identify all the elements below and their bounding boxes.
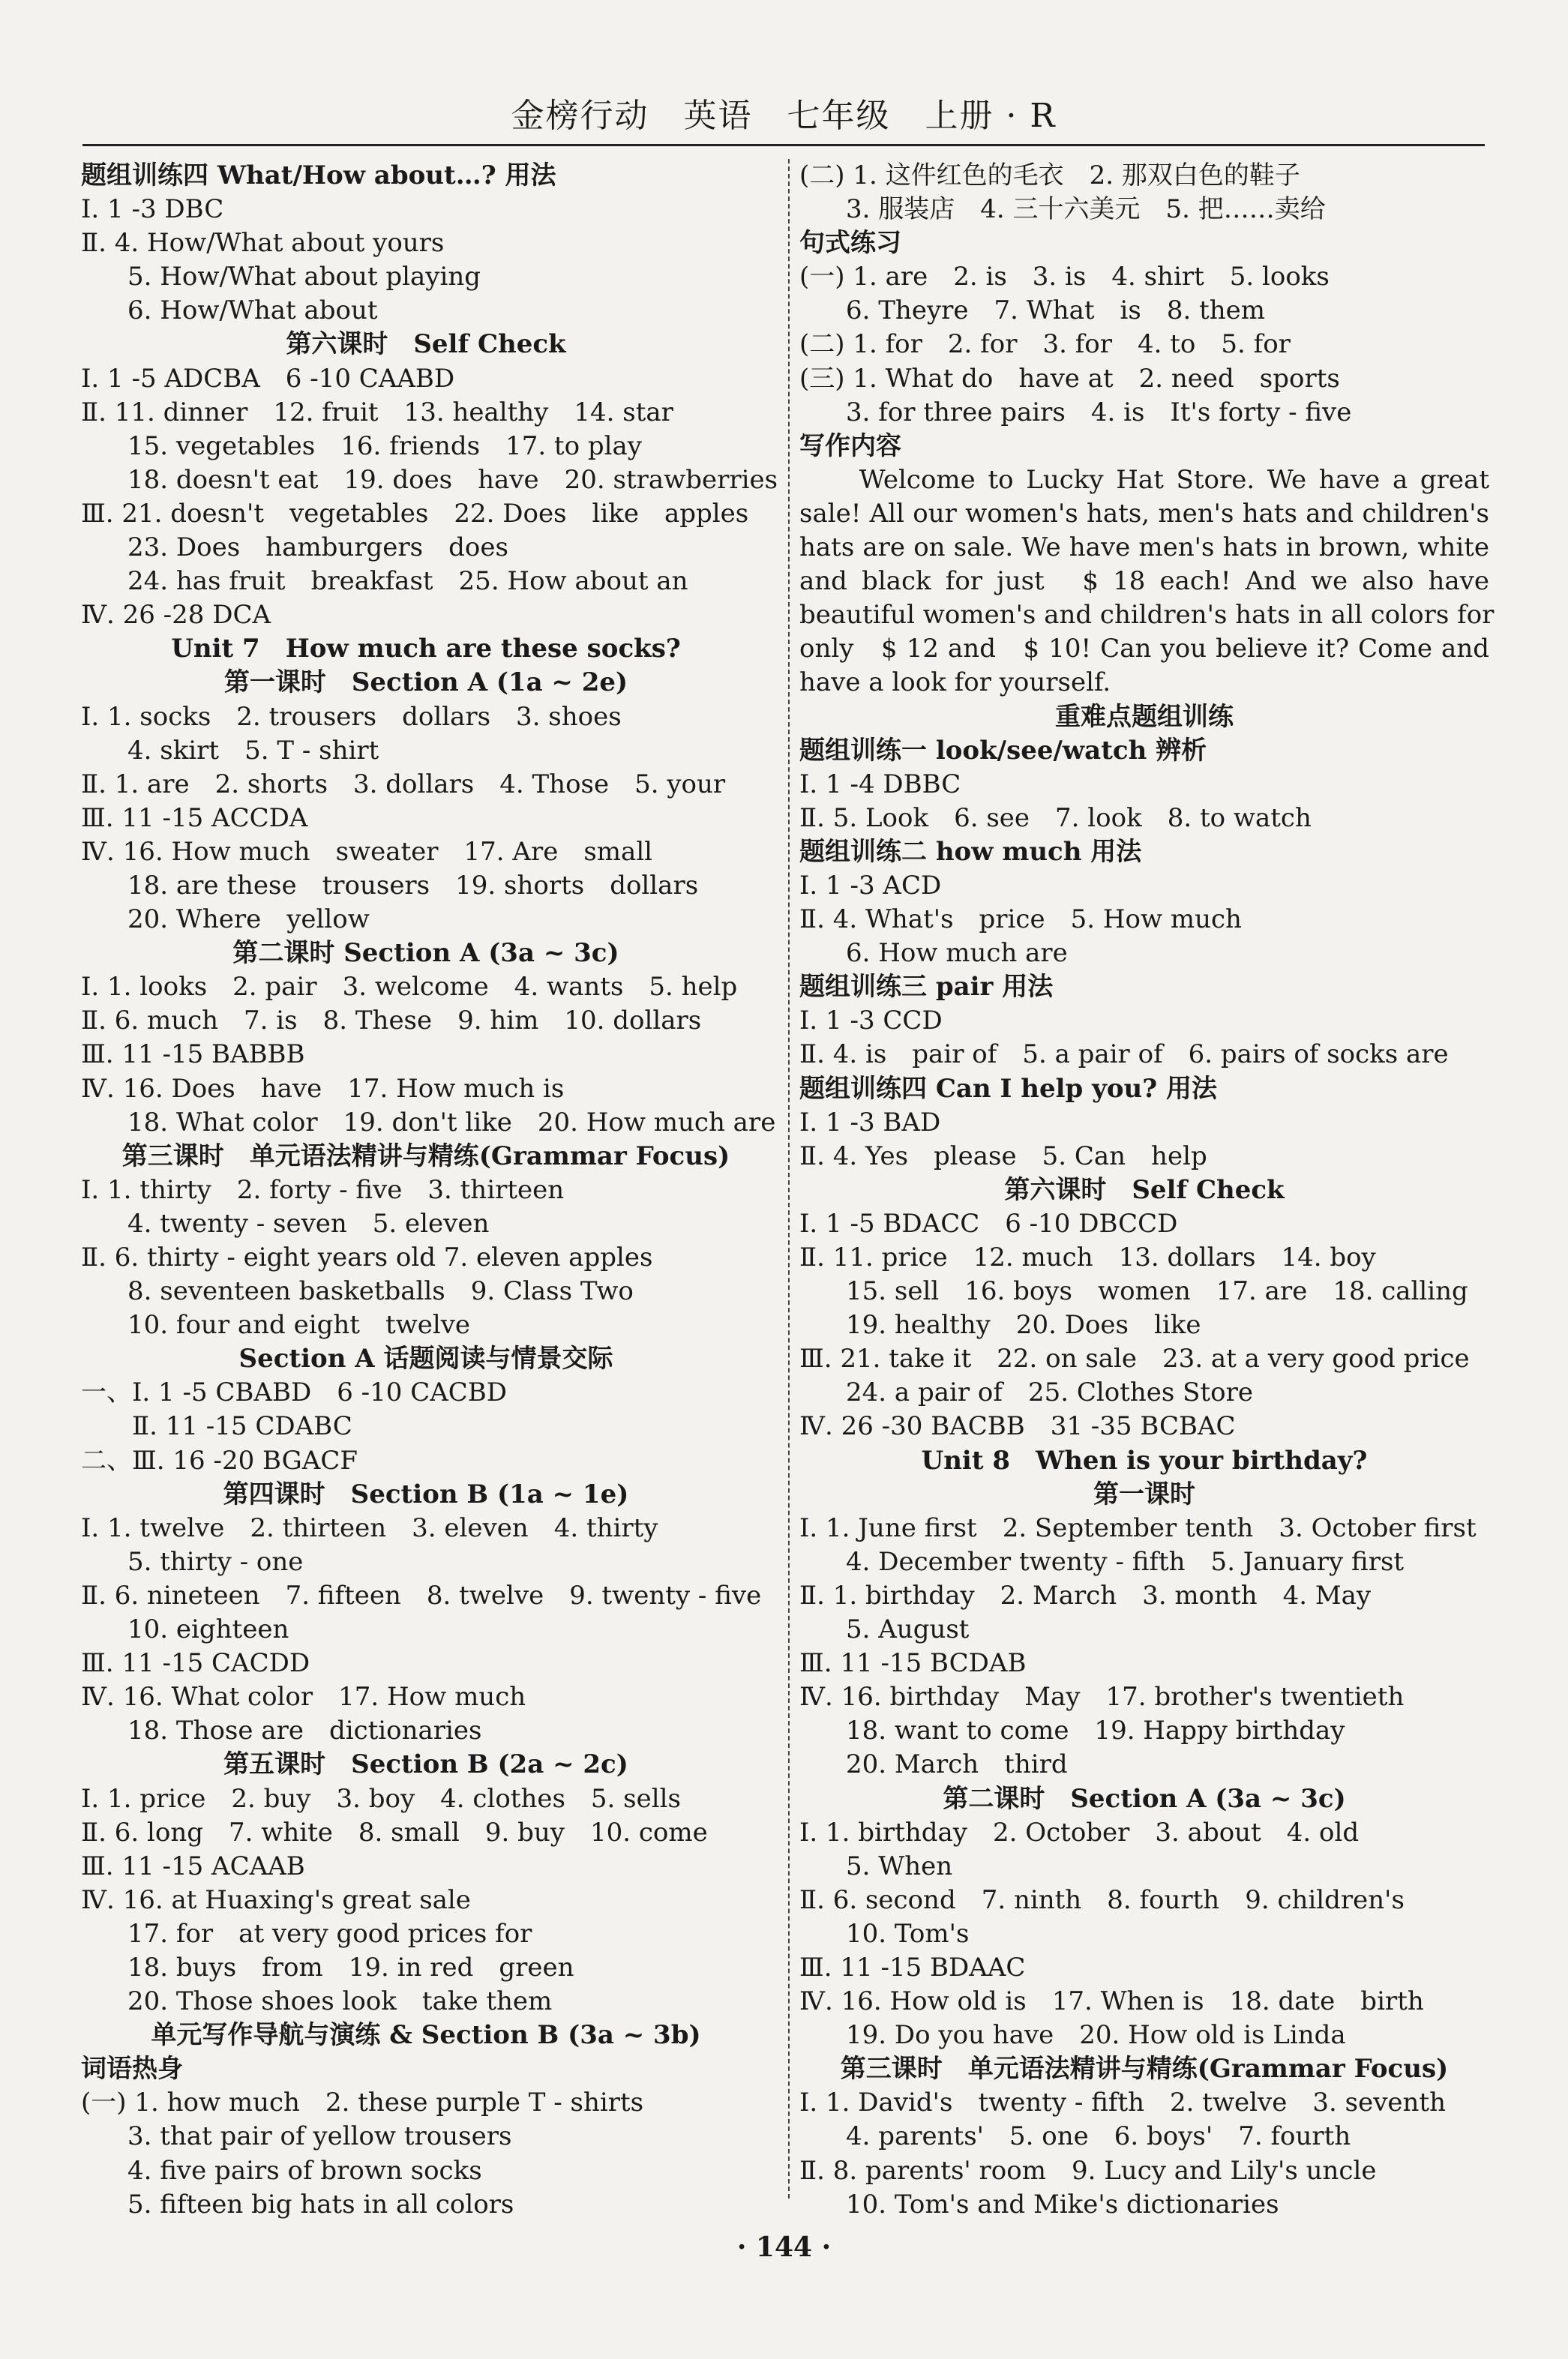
answer-line: Ⅰ. 1 -4 DBBC xyxy=(799,769,961,799)
answer-line: 第二课时 Section A (3a ~ 3c) xyxy=(232,938,619,969)
answer-line: Ⅰ. 1. thirty 2. forty - five 3. thirteen xyxy=(81,1174,565,1205)
answer-line: 20. March third xyxy=(846,1749,1068,1780)
answer-line: 23. Does hamburgers does xyxy=(127,532,508,563)
answer-line: 15. sell 16. boys women 17. are 18. calling xyxy=(846,1276,1468,1307)
answer-line: 8. seventeen basketballs 9. Class Two xyxy=(127,1276,634,1307)
answer-line: hats are on sale. We have men's hats in brown, white xyxy=(799,532,1489,563)
answer-line: Ⅰ. 1. David's twenty - fifth 2. twelve 3. seventh xyxy=(799,2088,1446,2118)
answer-line: 第五课时 Section B (2a ~ 2c) xyxy=(223,1749,628,1780)
answer-line: 题组训练四 What/How about…? 用法 xyxy=(81,160,556,190)
answer-line: sale! All our women's hats, men's hats and children's xyxy=(799,498,1489,529)
answer-line: 第二课时 Section A (3a ~ 3c) xyxy=(943,1783,1346,1814)
answer-line: (三) 1. What do have at 2. need sports xyxy=(799,363,1340,394)
answer-line: 4. parents' 5. one 6. boys' 7. fourth xyxy=(846,2121,1351,2152)
answer-line: Ⅱ. 4. What's price 5. How much xyxy=(799,904,1242,935)
answer-line: Ⅲ. 11 -15 BDAAC xyxy=(799,1952,1026,1983)
answer-line: Ⅲ. 11 -15 CACDD xyxy=(81,1648,310,1679)
answer-line: 6. Theyre 7. What is 8. them xyxy=(846,295,1266,326)
answer-line: 第一课时 xyxy=(1093,1479,1195,1509)
answer-line: Ⅱ. 6. nineteen 7. fifteen 8. twelve 9. twenty - five xyxy=(81,1580,762,1611)
answer-line: 20. Those shoes look take them xyxy=(127,1986,553,2017)
page-number: · 144 · xyxy=(736,2232,832,2263)
page-header: 金榜行动 英语 七年级 上册 · R xyxy=(511,97,1057,135)
answer-line: 24. has fruit breakfast 25. How about an xyxy=(127,566,688,597)
answer-line: Ⅱ. 1. are 2. shorts 3. dollars 4. Those 5. your xyxy=(81,769,726,799)
answer-line: 3. that pair of yellow trousers xyxy=(127,2121,512,2152)
answer-line: Unit 8 When is your birthday? xyxy=(921,1445,1368,1476)
answer-line: 第三课时 单元语法精讲与精练(Grammar Focus) xyxy=(121,1141,730,1171)
answer-line: 3. 服装店 4. 三十六美元 5. 把……卖给 xyxy=(846,194,1326,225)
answer-line: Ⅲ. 11 -15 BCDAB xyxy=(799,1648,1027,1679)
answer-line: 题组训练一 look/see/watch 辨析 xyxy=(799,735,1207,766)
left-column xyxy=(81,159,778,2222)
answer-line: Ⅱ. 11. dinner 12. fruit 13. healthy 14. star xyxy=(81,397,673,427)
answer-line: Ⅰ. 1. birthday 2. October 3. about 4. old xyxy=(799,1817,1360,1848)
answer-line: 10. four and eight twelve xyxy=(127,1310,471,1341)
answer-line: Ⅱ. 6. much 7. is 8. These 9. him 10. dollars xyxy=(81,1006,702,1036)
answer-line: Ⅱ. 4. is pair of 5. a pair of 6. pairs of socks are xyxy=(799,1039,1449,1070)
answer-line: Ⅱ. 11 -15 CDABC xyxy=(81,1411,352,1442)
answer-line: 15. vegetables 16. friends 17. to play xyxy=(127,430,642,461)
answer-line: 5. August xyxy=(846,1614,970,1645)
answer-line: Ⅳ. 16. Does have 17. How much is xyxy=(81,1073,565,1104)
answer-line: Ⅲ. 11 -15 BABBB xyxy=(81,1039,305,1070)
answer-line: 18. doesn't eat 19. does have 20. strawberries xyxy=(127,464,778,495)
answer-line: Ⅳ. 16. How much sweater 17. Are small xyxy=(81,836,653,867)
answer-line: Ⅰ. 1. June first 2. September tenth 3. October first xyxy=(799,1512,1477,1543)
answer-line: 10. eighteen xyxy=(127,1614,289,1645)
answer-line: Ⅳ. 16. How old is 17. When is 18. date birth xyxy=(799,1986,1424,2017)
answer-line: Ⅰ. 1. looks 2. pair 3. welcome 4. wants 5. help xyxy=(81,972,738,1003)
answer-line: 题组训练二 how much 用法 xyxy=(799,836,1142,867)
answer-line: 5. thirty - one xyxy=(127,1546,304,1577)
answer-line: 写作内容 xyxy=(799,430,901,461)
answer-line: Ⅰ. 1 -3 DBC xyxy=(81,194,224,225)
answer-line: Ⅳ. 16. What color 17. How much xyxy=(81,1682,526,1713)
answer-line: Ⅱ. 4. Yes please 5. Can help xyxy=(799,1141,1207,1171)
answer-line: 18. What color 19. don't like 20. How much are xyxy=(127,1107,776,1138)
answer-line: Ⅰ. 1 -3 BAD xyxy=(799,1107,941,1138)
answer-line: Ⅳ. 26 -30 BACBB 31 -35 BCBAC xyxy=(799,1411,1236,1442)
answer-line: 24. a pair of 25. Clothes Store xyxy=(846,1377,1253,1408)
answer-line: 4. twenty - seven 5. eleven xyxy=(127,1208,490,1239)
answer-line: Ⅲ. 11 -15 ACCDA xyxy=(81,802,308,833)
header-rule xyxy=(82,144,1485,146)
answer-line: 第三课时 单元语法精讲与精练(Grammar Focus) xyxy=(840,2054,1449,2085)
answer-line: Ⅱ. 6. thirty - eight years old 7. eleven apples xyxy=(81,1242,653,1272)
answer-line: 第六课时 Self Check xyxy=(286,329,566,360)
answer-line: Ⅱ. 6. second 7. ninth 8. fourth 9. children's xyxy=(799,1884,1405,1915)
answer-line: 10. Tom's and Mike's dictionaries xyxy=(846,2189,1279,2220)
right-column xyxy=(799,159,1495,2222)
answer-line: 4. December twenty - fifth 5. January first xyxy=(846,1546,1405,1577)
answer-line: 18. want to come 19. Happy birthday xyxy=(846,1716,1345,1746)
answer-line: 17. for at very good prices for xyxy=(127,1918,532,1949)
answer-line: Section A 话题阅读与情景交际 xyxy=(238,1344,613,1374)
answer-line: Ⅳ. 16. birthday May 17. brother's twentieth xyxy=(799,1682,1405,1713)
answer-line: 6. How/What about xyxy=(127,295,378,326)
answer-line: 5. When xyxy=(846,1851,953,1881)
answer-line: Ⅰ. 1 -5 BDACC 6 -10 DBCCD xyxy=(799,1208,1178,1239)
answer-line: and black for just $ 18 each! And we also have xyxy=(799,566,1489,597)
answer-line: 6. How much are xyxy=(846,938,1068,969)
answer-line: (二) 1. for 2. for 3. for 4. to 5. for xyxy=(799,329,1291,360)
answer-line: 4. skirt 5. T - shirt xyxy=(127,735,379,766)
answer-line: Ⅰ. 1. twelve 2. thirteen 3. eleven 4. thirty xyxy=(81,1512,658,1543)
answer-line: Ⅱ. 5. Look 6. see 7. look 8. to watch xyxy=(799,802,1312,833)
answer-line: 第六课时 Self Check xyxy=(1004,1174,1285,1205)
column-divider xyxy=(788,159,790,2199)
answer-line: Ⅰ. 1 -5 ADCBA 6 -10 CAABD xyxy=(81,363,455,394)
answer-line: have a look for yourself. xyxy=(799,667,1111,698)
answer-line: 18. buys from 19. in red green xyxy=(127,1952,574,1983)
answer-line: Ⅰ. 1. socks 2. trousers dollars 3. shoes xyxy=(81,701,622,732)
answer-line: (一) 1. how much 2. these purple T - shirts xyxy=(81,2088,644,2118)
answer-line: Ⅱ. 8. parents' room 9. Lucy and Lily's uncle xyxy=(799,2155,1377,2186)
answer-line: 第一课时 Section A (1a ~ 2e) xyxy=(223,667,628,698)
answer-line: Ⅱ. 11. price 12. much 13. dollars 14. boy xyxy=(799,1242,1376,1272)
answer-line: 19. Do you have 20. How old is Linda xyxy=(846,2020,1346,2051)
answer-line: 句式练习 xyxy=(799,228,901,259)
answer-line: 3. for three pairs 4. is It's forty - five xyxy=(846,397,1352,427)
answer-line: Ⅳ. 16. at Huaxing's great sale xyxy=(81,1884,471,1915)
answer-line: (一) 1. are 2. is 3. is 4. shirt 5. looks xyxy=(799,262,1330,292)
answer-line: Ⅰ. 1. price 2. buy 3. boy 4. clothes 5. sells xyxy=(81,1783,681,1814)
answer-line: Ⅲ. 21. take it 22. on sale 23. at a very good price xyxy=(799,1344,1470,1374)
answer-line: beautiful women's and children's hats in all colors for xyxy=(799,600,1495,631)
answer-line: 词语热身 xyxy=(81,2054,183,2085)
answer-line: Ⅱ. 6. long 7. white 8. small 9. buy 10. come xyxy=(81,1817,708,1848)
answer-line: Welcome to Lucky Hat Store. We have a great xyxy=(799,464,1489,495)
answer-line: 题组训练三 pair 用法 xyxy=(799,972,1054,1003)
answer-line: Ⅲ. 21. doesn't vegetables 22. Does like apples xyxy=(81,498,749,529)
answer-line: 二、Ⅲ. 16 -20 BGACF xyxy=(81,1445,358,1476)
answer-line: 18. are these trousers 19. shorts dollars xyxy=(127,870,699,901)
answer-line: Ⅰ. 1 -3 ACD xyxy=(799,870,942,901)
answer-line: Ⅱ. 1. birthday 2. March 3. month 4. May xyxy=(799,1580,1372,1611)
answer-line: 4. five pairs of brown socks xyxy=(127,2155,482,2186)
answer-line: Ⅲ. 11 -15 ACAAB xyxy=(81,1851,305,1881)
answer-line: 10. Tom's xyxy=(846,1918,970,1949)
answer-line: 单元写作导航与演练 & Section B (3a ~ 3b) xyxy=(151,2020,701,2051)
answer-line: 一、Ⅰ. 1 -5 CBABD 6 -10 CACBD xyxy=(81,1377,508,1408)
answer-line: only $ 12 and $ 10! Can you believe it? Come and xyxy=(799,634,1489,664)
answer-line: Ⅳ. 26 -28 DCA xyxy=(81,600,271,631)
answer-line: Ⅰ. 1 -3 CCD xyxy=(799,1006,943,1036)
answer-line: 5. fifteen big hats in all colors xyxy=(127,2189,514,2220)
answer-line: 第四课时 Section B (1a ~ 1e) xyxy=(223,1479,629,1509)
answer-line: 5. How/What about playing xyxy=(127,262,481,292)
answer-line: Unit 7 How much are these socks? xyxy=(171,634,681,664)
answer-line: 18. Those are dictionaries xyxy=(127,1716,482,1746)
answer-line: 19. healthy 20. Does like xyxy=(846,1310,1201,1341)
answer-line: Ⅱ. 4. How/What about yours xyxy=(81,228,445,259)
answer-line: (二) 1. 这件红色的毛衣 2. 那双白色的鞋子 xyxy=(799,160,1300,190)
answer-line: 重难点题组训练 xyxy=(1055,701,1234,732)
answer-line: 20. Where yellow xyxy=(127,904,370,935)
answer-line: 题组训练四 Can I help you? 用法 xyxy=(799,1073,1218,1104)
